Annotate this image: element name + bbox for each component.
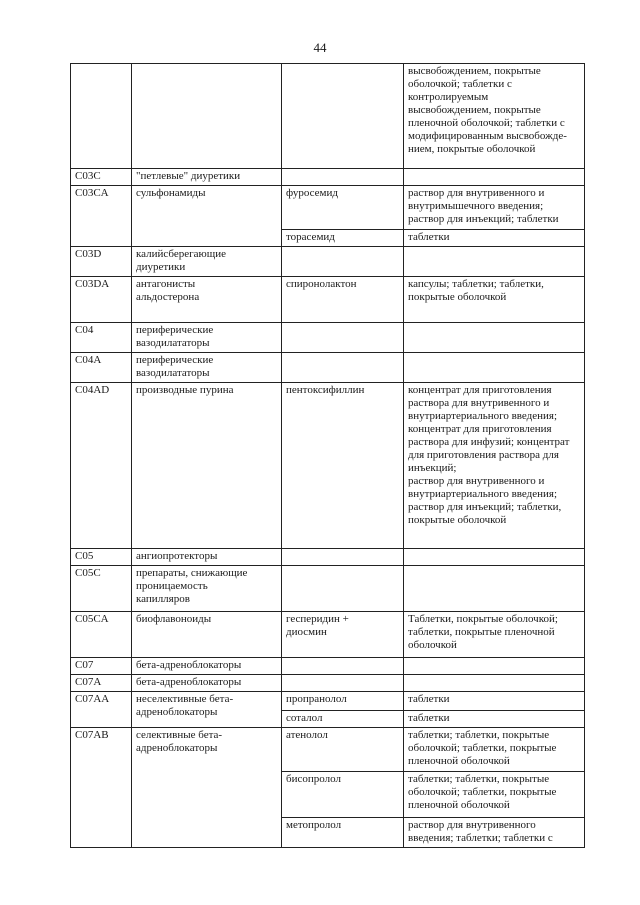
dosage-form-cell: капсулы; таблетки; таблетки, покрытые оболочкой	[404, 277, 585, 323]
atc-code-cell	[71, 64, 132, 169]
table-row	[71, 612, 585, 658]
group-name-cell: неселективные бета- адреноблокаторы	[132, 692, 282, 728]
drug-name-cell: атенолол	[282, 728, 404, 772]
dosage-form-cell	[404, 247, 585, 277]
table-row	[71, 277, 585, 323]
atc-code-cell: C05C	[71, 566, 132, 612]
group-name-cell: периферические вазодилататоры	[132, 353, 282, 383]
dosage-form-cell	[404, 353, 585, 383]
group-name-cell	[132, 64, 282, 169]
table-row	[71, 692, 585, 711]
drug-name-cell: спиронолактон	[282, 277, 404, 323]
group-name-cell: бета-адреноблокаторы	[132, 658, 282, 675]
group-name-cell: ангиопротекторы	[132, 549, 282, 566]
group-name-cell: бета-адреноблокаторы	[132, 675, 282, 692]
atc-code-cell: C07AA	[71, 692, 132, 728]
table-row	[71, 549, 585, 566]
dosage-form-cell	[404, 169, 585, 186]
group-name-cell: сульфонамиды	[132, 186, 282, 247]
drug-name-cell	[282, 169, 404, 186]
drug-name-cell	[282, 247, 404, 277]
atc-code-cell: C03D	[71, 247, 132, 277]
atc-code-cell: C03C	[71, 169, 132, 186]
dosage-form-cell	[404, 566, 585, 612]
table-row	[71, 566, 585, 612]
group-name-cell: производные пурина	[132, 383, 282, 549]
drug-name-cell	[282, 675, 404, 692]
dosage-form-cell: Таблетки, покрытые оболочкой; таблетки, покрытые пленочной оболочкой	[404, 612, 585, 658]
atc-code-cell: C05CA	[71, 612, 132, 658]
atc-code-cell: C04	[71, 323, 132, 353]
dosage-form-cell: таблетки	[404, 692, 585, 711]
table-row	[71, 675, 585, 692]
drug-name-cell: соталол	[282, 711, 404, 728]
drug-name-cell	[282, 353, 404, 383]
dosage-form-cell: концентрат для приготовления раствора для внутривенного и внутриартериального введения; концентрат для приготовления раствора для инфузий; концентрат для приготовления раствора для инъекций; раствор для внутривенного и внутриартериального введения; раствор для инъекций; таблетки, покрытые оболочкой	[404, 383, 585, 549]
dosage-form-cell: таблетки; таблетки, покрытые оболочкой; таблетки, покрытые пленочной оболочкой	[404, 728, 585, 772]
drug-name-cell: пропранолол	[282, 692, 404, 711]
dosage-form-cell: таблетки	[404, 230, 585, 247]
atc-code-cell: C03CA	[71, 186, 132, 247]
dosage-form-cell: раствор для внутривенного и внутримышечного введения; раствор для инъекций; таблетки	[404, 186, 585, 230]
atc-code-cell: C07	[71, 658, 132, 675]
group-name-cell: калийсберегающие диуретики	[132, 247, 282, 277]
dosage-form-cell	[404, 323, 585, 353]
atc-code-cell: C07A	[71, 675, 132, 692]
table-row	[71, 323, 585, 353]
drug-name-cell: метопролол	[282, 818, 404, 848]
drug-name-cell: бисопролол	[282, 772, 404, 818]
drug-name-cell	[282, 658, 404, 675]
table-row	[71, 658, 585, 675]
drug-name-cell: гесперидин + диосмин	[282, 612, 404, 658]
dosage-form-cell	[404, 675, 585, 692]
table-row	[71, 64, 585, 169]
group-name-cell: биофлавоноиды	[132, 612, 282, 658]
group-name-cell: периферические вазодилататоры	[132, 323, 282, 353]
group-name-cell: препараты, снижающие проницаемость капилляров	[132, 566, 282, 612]
group-name-cell: антагонисты альдостерона	[132, 277, 282, 323]
dosage-form-cell: раствор для внутривенного введения; таблетки; таблетки с	[404, 818, 585, 848]
table-row	[71, 383, 585, 549]
atc-code-cell: C03DA	[71, 277, 132, 323]
page-number: 44	[313, 40, 327, 55]
drug-name-cell: пентоксифиллин	[282, 383, 404, 549]
drug-name-cell: фуросемид	[282, 186, 404, 230]
dosage-form-cell: таблетки; таблетки, покрытые оболочкой; таблетки, покрытые пленочной оболочкой	[404, 772, 585, 818]
atc-code-cell: C04A	[71, 353, 132, 383]
table-row	[71, 186, 585, 230]
drug-classification-table	[70, 63, 585, 848]
atc-code-cell: C04AD	[71, 383, 132, 549]
drug-name-cell	[282, 549, 404, 566]
drug-name-cell	[282, 566, 404, 612]
dosage-form-cell: таблетки	[404, 711, 585, 728]
table-row	[71, 247, 585, 277]
table-row	[71, 169, 585, 186]
dosage-form-cell	[404, 658, 585, 675]
drug-name-cell	[282, 323, 404, 353]
table-body	[71, 64, 585, 848]
table-row	[71, 353, 585, 383]
dosage-form-cell	[404, 549, 585, 566]
table-row	[71, 728, 585, 772]
drug-name-cell	[282, 64, 404, 169]
drug-name-cell: торасемид	[282, 230, 404, 247]
group-name-cell: "петлевые" диуретики	[132, 169, 282, 186]
group-name-cell: селективные бета- адреноблокаторы	[132, 728, 282, 848]
atc-code-cell: C05	[71, 549, 132, 566]
dosage-form-cell: высвобождением, покрытые оболочкой; таблетки с контролируемым высвобождением, покрытые пленочной оболочкой; таблетки с модифицированным высвобожде- нием, покрытые оболочкой	[404, 64, 585, 169]
atc-code-cell: C07AB	[71, 728, 132, 848]
